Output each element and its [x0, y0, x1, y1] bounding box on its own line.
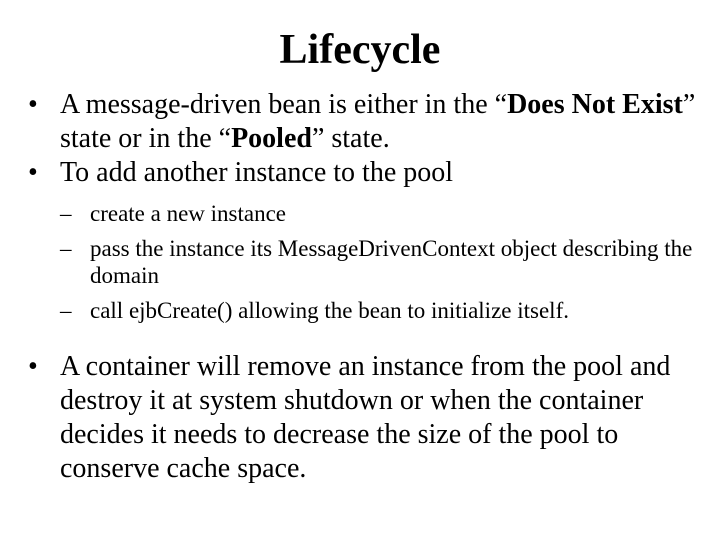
- dash-marker: –: [60, 298, 72, 323]
- state-does-not-exist: Does Not Exist: [507, 89, 683, 120]
- bullet-point-remove-instance: [28, 350, 698, 486]
- bullet-text: To add another instance to the pool: [60, 157, 454, 188]
- bullet-text: A message-driven bean is either in the “: [60, 89, 508, 120]
- dash-marker: –: [60, 236, 72, 261]
- sub-list: [60, 190, 698, 350]
- sub-item-pass-context: [60, 235, 698, 289]
- bullet-marker: •: [28, 351, 38, 382]
- sub-item-ejbcreate: [60, 297, 698, 324]
- bullet-marker: •: [28, 157, 38, 188]
- sub-item-text: pass the instance its MessageDrivenContext object describing the domain: [90, 236, 693, 288]
- bullet-text: ” state.: [311, 123, 390, 154]
- sub-item-text: create a new instance: [90, 201, 287, 226]
- bullet-text: A container will remove an instance from the pool and destroy it at system shutdown or when the container decides it needs to decrease the size of the pool to conserve cache space.: [60, 351, 671, 484]
- dash-marker: –: [60, 201, 72, 226]
- state-pooled: Pooled: [231, 123, 312, 154]
- bullet-point-add-instance: [28, 156, 698, 190]
- bullet-marker: •: [28, 89, 38, 120]
- bullet-text: ” state or in the “: [60, 89, 696, 154]
- slide-title: Lifecycle: [279, 27, 441, 73]
- bullet-point-lifecycle-states: [28, 88, 698, 156]
- sub-item-text: call ejbCreate() allowing the bean to initialize itself.: [90, 298, 569, 323]
- sub-item-create: [60, 200, 698, 227]
- slide-content: [28, 88, 698, 486]
